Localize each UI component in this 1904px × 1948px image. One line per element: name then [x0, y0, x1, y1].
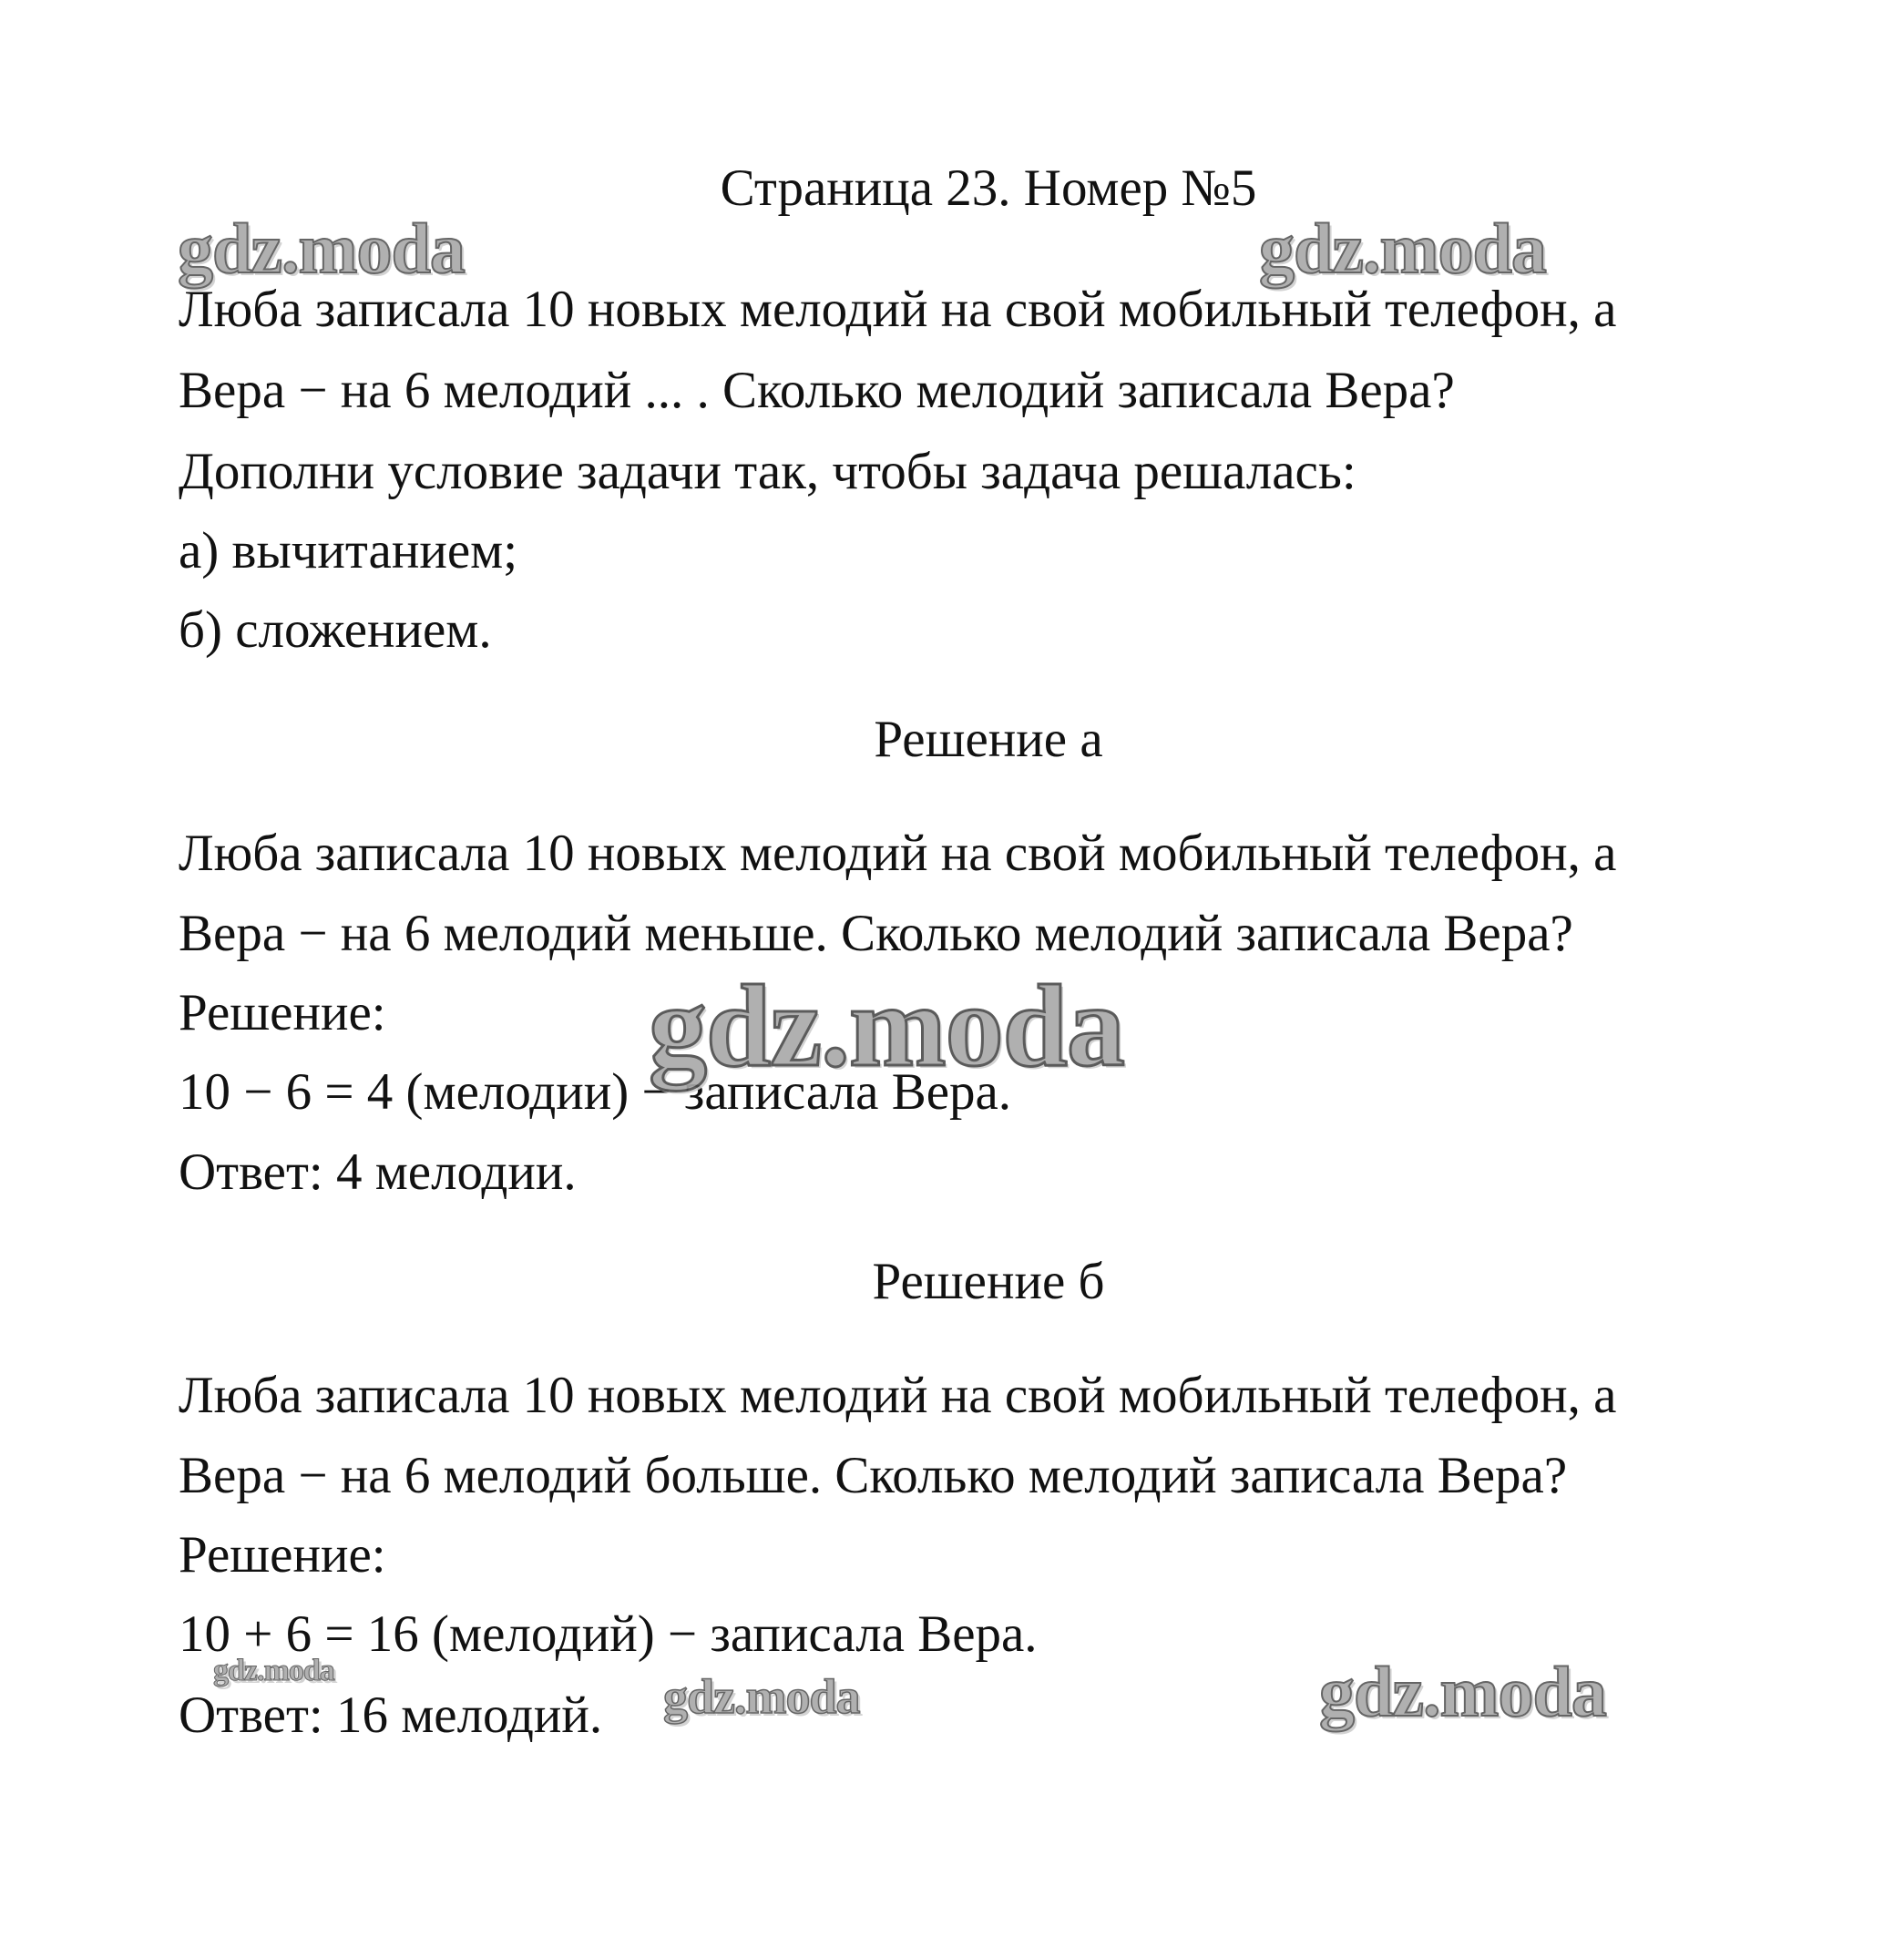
- watermark-logo: gdz.moda: [178, 209, 465, 288]
- watermark-logo: gdz.moda: [663, 1669, 860, 1724]
- solution-a-line: Вера − на 6 мелодий меньше. Сколько мелодий записала Вера?: [179, 905, 1573, 962]
- solution-a-line: Люба записала 10 новых мелодий на свой мобильный телефон, а: [179, 825, 1617, 882]
- problem-line: б) сложением.: [179, 601, 492, 659]
- watermark-logo: gdz.moda: [1259, 209, 1546, 288]
- solution-b-title: Решение б: [872, 1253, 1105, 1310]
- solution-b-line: Решение:: [179, 1526, 386, 1584]
- watermark-logo: gdz.moda: [1319, 1652, 1606, 1731]
- problem-line: а) вычитанием;: [179, 522, 518, 579]
- problem-line: Люба записала 10 новых мелодий на свой мобильный телефон, а: [179, 281, 1617, 338]
- solution-a-title: Решение а: [874, 711, 1103, 768]
- solution-b-answer: Ответ: 16 мелодий.: [179, 1687, 603, 1744]
- problem-line: Вера − на 6 мелодий ... . Сколько мелодий записала Вера?: [179, 362, 1455, 419]
- solution-a-equation: 10 − 6 = 4 (мелодии) − записала Вера.: [179, 1063, 1012, 1121]
- solution-b-equation: 10 + 6 = 16 (мелодий) − записала Вера.: [179, 1605, 1038, 1663]
- problem-line: Дополни условие задачи так, чтобы задача решалась:: [179, 443, 1356, 500]
- page-heading: Страница 23. Номер №5: [720, 159, 1257, 217]
- solution-a-answer: Ответ: 4 мелодии.: [179, 1143, 577, 1201]
- solution-b-line: Люба записала 10 новых мелодий на свой мобильный телефон, а: [179, 1367, 1617, 1424]
- solution-a-line: Решение:: [179, 984, 386, 1041]
- watermark-logo: gdz.moda: [649, 961, 1124, 1091]
- watermark-logo: gdz.moda: [213, 1654, 334, 1687]
- solution-b-line: Вера − на 6 мелодий больше. Сколько мелодий записала Вера?: [179, 1447, 1568, 1504]
